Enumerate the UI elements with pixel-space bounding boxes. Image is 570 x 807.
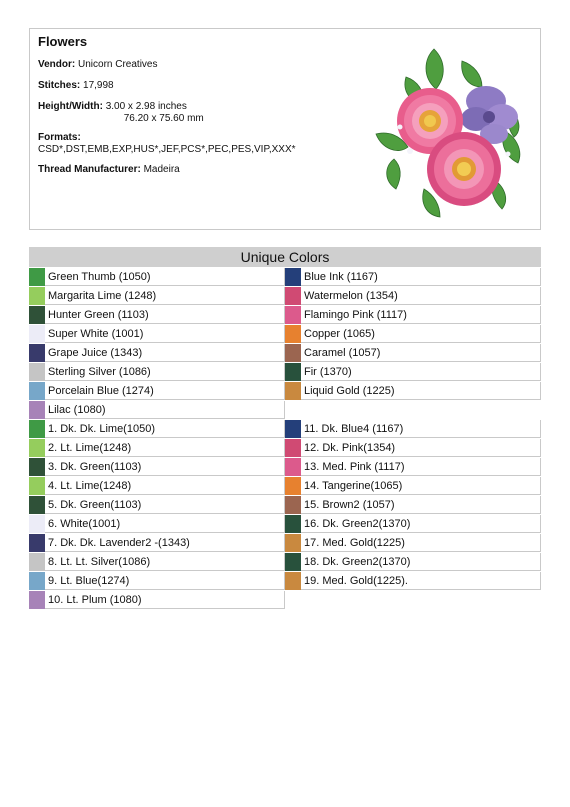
color-swatch xyxy=(29,515,45,533)
color-swatch xyxy=(285,325,301,343)
empty-cell xyxy=(285,401,541,419)
sequence-name: 18. Dk. Green2(1370) xyxy=(304,555,411,568)
sequence-row xyxy=(285,534,541,552)
sequence-row xyxy=(285,572,541,590)
color-name: Super White (1001) xyxy=(48,327,144,340)
color-swatch xyxy=(29,325,45,343)
sequence-name: 2. Lt. Lime(1248) xyxy=(48,441,132,454)
color-swatch xyxy=(285,420,301,438)
color-swatch xyxy=(285,572,301,590)
sequence-row xyxy=(285,420,541,438)
color-row xyxy=(285,306,541,324)
sequence-row xyxy=(29,496,285,514)
formats-value: CSD*,DST,EMB,EXP,HUS*,JEF,PCS*,PEC,PES,VIP,XXX* xyxy=(38,144,296,155)
sequence-row xyxy=(29,534,285,552)
thread-row xyxy=(38,164,180,176)
color-swatch xyxy=(29,401,45,419)
color-swatch xyxy=(29,382,45,400)
sequence-row xyxy=(29,591,285,609)
color-swatch xyxy=(29,496,45,514)
color-name: Blue Ink (1167) xyxy=(304,270,378,283)
color-row xyxy=(29,363,285,381)
color-swatch xyxy=(29,477,45,495)
color-swatch xyxy=(29,534,45,552)
vendor-label: Vendor: xyxy=(38,59,76,70)
sequence-row xyxy=(29,477,285,495)
color-row xyxy=(29,344,285,362)
sequence-name: 16. Dk. Green2(1370) xyxy=(304,517,411,530)
color-row xyxy=(285,325,541,343)
height-width-inches: 3.00 x 2.98 inches xyxy=(105,101,187,112)
sequence-row xyxy=(29,439,285,457)
sequence-name: 6. White(1001) xyxy=(48,517,121,530)
color-swatch xyxy=(29,344,45,362)
color-row xyxy=(29,306,285,324)
color-row xyxy=(285,382,541,400)
color-name: Margarita Lime (1248) xyxy=(48,289,157,302)
color-name: Liquid Gold (1225) xyxy=(304,384,395,397)
color-name: Caramel (1057) xyxy=(304,346,381,359)
color-swatch xyxy=(29,268,45,286)
sequence-row xyxy=(285,553,541,571)
color-swatch xyxy=(29,363,45,381)
unique-colors-header: Unique Colors xyxy=(29,247,541,267)
color-row xyxy=(29,382,285,400)
color-row xyxy=(29,401,285,419)
color-row xyxy=(29,325,285,343)
color-swatch xyxy=(285,287,301,305)
sequence-name: 12. Dk. Pink(1354) xyxy=(304,441,396,454)
color-swatch xyxy=(29,306,45,324)
color-name: Lilac (1080) xyxy=(48,403,106,416)
color-row xyxy=(285,363,541,381)
color-swatch xyxy=(285,458,301,476)
color-row xyxy=(285,268,541,286)
sequence-row xyxy=(29,553,285,571)
color-name: Grape Juice (1343) xyxy=(48,346,143,359)
design-title: Flowers xyxy=(38,34,88,49)
stitches-row xyxy=(38,80,114,92)
color-name: Hunter Green (1103) xyxy=(48,308,149,321)
color-row xyxy=(285,344,541,362)
sequence-row xyxy=(29,572,285,590)
color-swatch xyxy=(29,420,45,438)
color-swatch xyxy=(285,363,301,381)
sequence-name: 3. Dk. Green(1103) xyxy=(48,460,142,473)
sequence-row xyxy=(285,496,541,514)
color-name: Watermelon (1354) xyxy=(304,289,398,302)
color-swatch xyxy=(29,553,45,571)
color-name: Green Thumb (1050) xyxy=(48,270,151,283)
color-swatch xyxy=(29,287,45,305)
color-swatch xyxy=(285,439,301,457)
colors-left-column xyxy=(29,268,285,610)
sequence-name: 15. Brown2 (1057) xyxy=(304,498,395,511)
color-swatch xyxy=(285,515,301,533)
sequence-row xyxy=(29,458,285,476)
color-swatch xyxy=(285,382,301,400)
vendor-value: Unicorn Creatives xyxy=(78,59,158,70)
formats-label: Formats: xyxy=(38,132,81,143)
sequence-name: 13. Med. Pink (1117) xyxy=(304,460,405,473)
color-swatch xyxy=(29,572,45,590)
stitches-label: Stitches: xyxy=(38,80,81,91)
color-name: Copper (1065) xyxy=(304,327,375,340)
color-swatch xyxy=(285,268,301,286)
sequence-name: 14. Tangerine(1065) xyxy=(304,479,403,492)
color-swatch xyxy=(285,534,301,552)
height-width-row xyxy=(38,101,204,125)
sequence-row xyxy=(285,477,541,495)
stitches-value: 17,998 xyxy=(83,80,114,91)
sequence-name: 9. Lt. Blue(1274) xyxy=(48,574,130,587)
embroidery-preview-image xyxy=(364,39,532,224)
color-swatch xyxy=(29,591,45,609)
sequence-name: 1. Dk. Dk. Lime(1050) xyxy=(48,422,155,435)
sequence-row xyxy=(285,439,541,457)
sequence-name: 8. Lt. Lt. Silver(1086) xyxy=(48,555,151,568)
color-swatch xyxy=(285,496,301,514)
color-swatch xyxy=(285,344,301,362)
thread-label: Thread Manufacturer: xyxy=(38,164,141,175)
sequence-name: 5. Dk. Green(1103) xyxy=(48,498,142,511)
design-info-panel xyxy=(29,28,541,230)
height-width-mm: 76.20 x 75.60 mm xyxy=(123,113,204,124)
sequence-row xyxy=(285,458,541,476)
sequence-name: 4. Lt. Lime(1248) xyxy=(48,479,132,492)
color-name: Sterling Silver (1086) xyxy=(48,365,151,378)
formats-row xyxy=(38,132,296,156)
color-row xyxy=(29,268,285,286)
color-row xyxy=(285,287,541,305)
color-swatch xyxy=(285,306,301,324)
color-swatch xyxy=(285,553,301,571)
color-name: Porcelain Blue (1274) xyxy=(48,384,154,397)
sequence-name: 11. Dk. Blue4 (1167) xyxy=(304,422,404,435)
color-swatch xyxy=(29,458,45,476)
color-swatch xyxy=(29,439,45,457)
sequence-name: 7. Dk. Dk. Lavender2 -(1343) xyxy=(48,536,190,549)
sequence-name: 10. Lt. Plum (1080) xyxy=(48,593,142,606)
colors-right-column xyxy=(285,268,541,591)
sequence-row xyxy=(285,515,541,533)
color-swatch xyxy=(285,477,301,495)
sequence-name: 17. Med. Gold(1225) xyxy=(304,536,405,549)
color-row xyxy=(29,287,285,305)
height-width-label: Height/Width: xyxy=(38,101,103,112)
color-name: Flamingo Pink (1117) xyxy=(304,308,407,321)
thread-value: Madeira xyxy=(143,164,180,175)
sequence-row xyxy=(29,515,285,533)
vendor-row xyxy=(38,59,158,71)
color-name: Fir (1370) xyxy=(304,365,352,378)
sequence-name: 19. Med. Gold(1225). xyxy=(304,574,408,587)
sequence-row xyxy=(29,420,285,438)
